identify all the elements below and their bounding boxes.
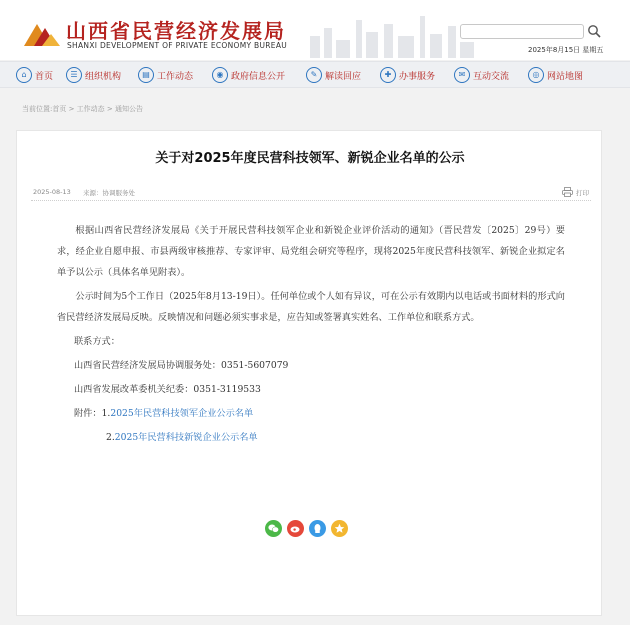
- search-input[interactable]: [460, 24, 584, 39]
- attachment-prefix: 附件：: [74, 408, 102, 419]
- article-meta: [31, 187, 591, 201]
- publish-date: 2025-08-13: [33, 188, 71, 196]
- search-icon[interactable]: [587, 24, 601, 38]
- org-icon: ☰: [66, 67, 82, 83]
- service-icon: ✚: [380, 67, 396, 83]
- logo-icon[interactable]: [24, 16, 60, 46]
- attachment-link-2[interactable]: 2025年民营科技新锐企业公示名单: [114, 432, 258, 443]
- nav-label: 政府信息公开: [231, 71, 286, 82]
- attachment-line: [57, 427, 565, 448]
- site-title: 山西省民营经济发展局: [66, 19, 286, 43]
- contact-line: 山西省发展改革委机关纪委：0351-3119533: [74, 384, 261, 395]
- breadcrumb[interactable]: 当前位置:首页 > 工作动态 > 通知公告: [22, 105, 143, 113]
- nav-label: 解读回应: [325, 71, 362, 82]
- weibo-icon[interactable]: [287, 520, 304, 537]
- nav-label: 网站地图: [547, 71, 584, 82]
- nav-item-interpret[interactable]: [306, 66, 361, 84]
- print-button[interactable]: [562, 187, 589, 197]
- current-date: 2025年8月15日 星期五: [528, 46, 604, 54]
- attachment-line: [57, 403, 565, 424]
- printer-icon: [562, 187, 573, 197]
- map-icon: ◎: [528, 67, 544, 83]
- wechat-icon[interactable]: [265, 520, 282, 537]
- favorite-icon[interactable]: [331, 520, 348, 537]
- nav-item-org[interactable]: [66, 66, 121, 84]
- nav-label: 组织机构: [85, 71, 122, 82]
- news-icon: ▤: [138, 67, 154, 83]
- article-title: 关于对2025年度民营科技领军、新锐企业名单的公示: [155, 151, 465, 166]
- share-bar: [265, 520, 353, 537]
- nav-item-news[interactable]: [138, 66, 193, 84]
- site-header: [0, 0, 630, 60]
- nav-label: 办事服务: [399, 71, 436, 82]
- home-icon: ⌂: [16, 67, 32, 83]
- article-body: [57, 220, 565, 448]
- nav-item-chat[interactable]: [454, 66, 509, 84]
- nav-item-service[interactable]: [380, 66, 435, 84]
- nav-label: 首页: [35, 71, 54, 82]
- main-nav: [0, 61, 630, 88]
- attachment-number: 2.: [106, 432, 115, 443]
- nav-item-info[interactable]: [212, 66, 285, 84]
- site-subtitle: SHANXI DEVELOPMENT OF PRIVATE ECONOMY BUREAU: [67, 41, 288, 50]
- article-card: [16, 130, 602, 616]
- chat-icon: ✉: [454, 67, 470, 83]
- article-source: 来源：协调服务处: [83, 189, 135, 197]
- info-icon: ◉: [212, 67, 228, 83]
- nav-item-home[interactable]: [16, 66, 53, 84]
- nav-item-map[interactable]: [528, 66, 583, 84]
- attachment-link-1[interactable]: 2025年民营科技领军企业公示名单: [110, 408, 254, 419]
- interpret-icon: ✎: [306, 67, 322, 83]
- skyline-decoration: [300, 6, 480, 58]
- paragraph: 根据山西省民营经济发展局《关于开展民营科技领军企业和新锐企业评价活动的通知》（晋民营发〔2025〕29号）要求，经企业自愿申报、市县两级审核推荐、专家评审、局党组会研究等程序，现将2025年度民营科技领军、新锐企业拟定名单予以公示（具体名单见附表）。: [57, 225, 565, 278]
- nav-label: 工作动态: [157, 71, 194, 82]
- contact-heading: 联系方式：: [74, 336, 120, 347]
- attachment-number: 1.: [101, 408, 111, 419]
- contact-line: 山西省民营经济发展局协调服务处：0351-5607079: [74, 360, 289, 371]
- qq-icon[interactable]: [309, 520, 326, 537]
- paragraph: 公示时间为5个工作日（2025年8月13-19日）。任何单位或个人如有异议，可在公示有效期内以电话或书面材料的形式向省民营经济发展局反映。反映情况和问题必须实事求是，应告知或签署真实姓名、工作单位和联系方式。: [57, 291, 565, 323]
- nav-label: 互动交流: [473, 71, 510, 82]
- print-label: 打印: [576, 188, 589, 197]
